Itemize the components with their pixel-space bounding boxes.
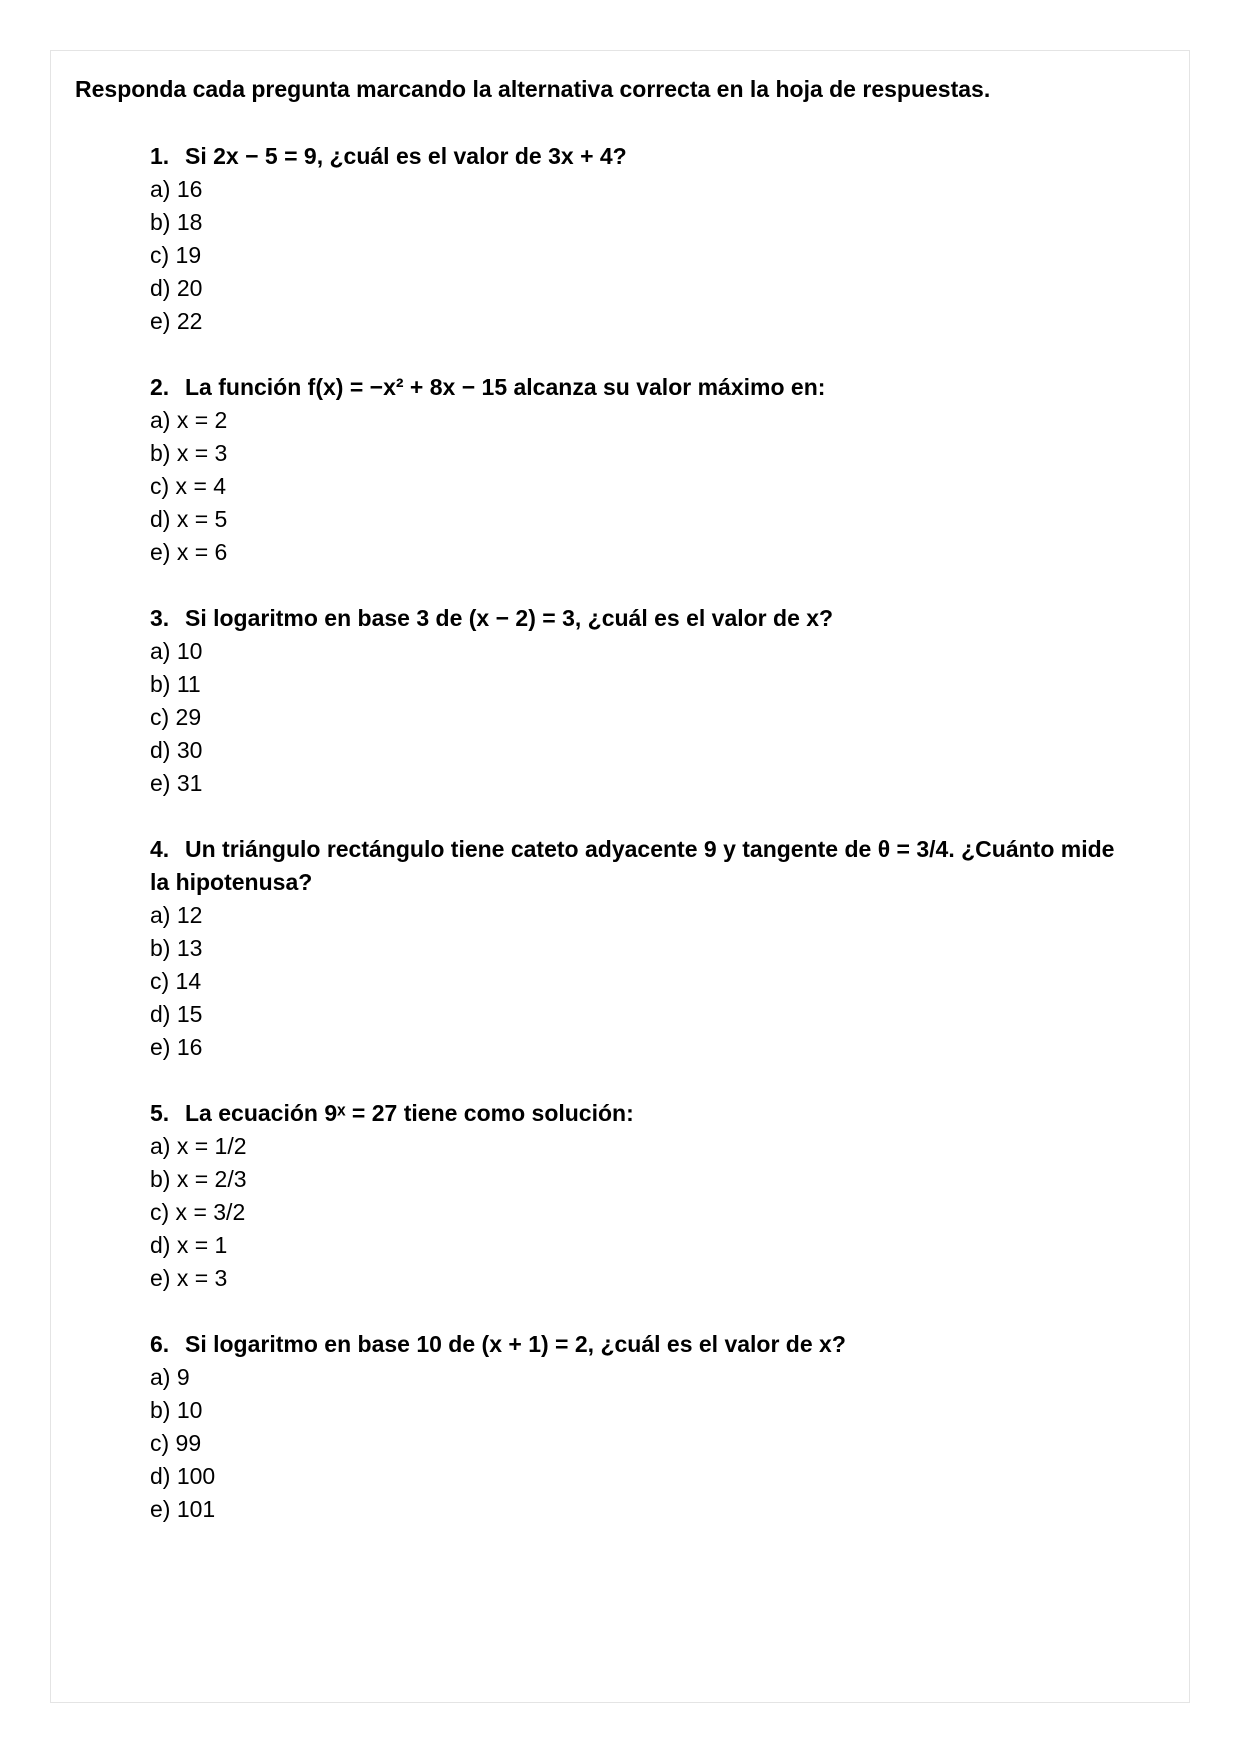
question-number: 2. (150, 374, 170, 400)
question-prompt: Si logaritmo en base 3 de (x − 2) = 3, ¿cuál es el valor de x? (185, 605, 834, 631)
question-text (150, 1328, 1135, 1361)
option: b) 11 (150, 671, 201, 697)
question-5 (150, 1097, 1135, 1295)
option: a) 10 (150, 638, 203, 664)
option: b) 10 (150, 1397, 203, 1423)
question-list (150, 140, 1135, 1559)
option: d) x = 1 (150, 1232, 228, 1258)
option: a) 9 (150, 1364, 190, 1390)
option: b) x = 3 (150, 440, 228, 466)
option: c) 14 (150, 968, 202, 994)
option: c) x = 3/2 (150, 1199, 246, 1225)
option: e) 31 (150, 770, 203, 796)
option: c) 99 (150, 1430, 202, 1456)
option: e) x = 3 (150, 1265, 228, 1291)
question-prompt: La función f(x) = −x² + 8x − 15 alcanza su valor máximo en: (185, 374, 826, 400)
option: c) 19 (150, 242, 202, 268)
option: a) 12 (150, 902, 203, 928)
question-number: 1. (150, 143, 170, 169)
option: c) x = 4 (150, 473, 227, 499)
option: c) 29 (150, 704, 202, 730)
question-2 (150, 371, 1135, 569)
question-6 (150, 1328, 1135, 1526)
question-number: 4. (150, 836, 170, 862)
option: e) 101 (150, 1496, 216, 1522)
option: b) x = 2/3 (150, 1166, 247, 1192)
instructions-text: Responda cada pregunta marcando la alternativa correcta en la hoja de respuestas. (75, 76, 991, 102)
question-prompt: La ecuación 9ˣ = 27 tiene como solución: (185, 1100, 634, 1126)
option: b) 13 (150, 935, 203, 961)
option: d) 100 (150, 1463, 216, 1489)
option: d) 30 (150, 737, 203, 763)
option: a) x = 2 (150, 407, 228, 433)
question-3 (150, 602, 1135, 800)
question-text (150, 371, 1135, 404)
question-prompt: Un triángulo rectángulo tiene cateto adyacente 9 y tangente de θ = 3/4. ¿Cuánto mide la hipotenusa? (150, 836, 1115, 895)
question-number: 6. (150, 1331, 170, 1357)
question-text (150, 833, 1135, 899)
question-number: 5. (150, 1100, 170, 1126)
question-prompt: Si logaritmo en base 10 de (x + 1) = 2, ¿cuál es el valor de x? (185, 1331, 846, 1357)
option: e) 16 (150, 1034, 203, 1060)
option: d) 20 (150, 275, 203, 301)
question-4 (150, 833, 1135, 1064)
question-text (150, 140, 1135, 173)
option: e) x = 6 (150, 539, 228, 565)
option: b) 18 (150, 209, 203, 235)
question-number: 3. (150, 605, 170, 631)
question-prompt: Si 2x − 5 = 9, ¿cuál es el valor de 3x + 4? (185, 143, 627, 169)
option: e) 22 (150, 308, 203, 334)
question-text (150, 1097, 1135, 1130)
option: d) 15 (150, 1001, 203, 1027)
option: d) x = 5 (150, 506, 228, 532)
question-1 (150, 140, 1135, 338)
option: a) x = 1/2 (150, 1133, 247, 1159)
question-text (150, 602, 1135, 635)
option: a) 16 (150, 176, 203, 202)
